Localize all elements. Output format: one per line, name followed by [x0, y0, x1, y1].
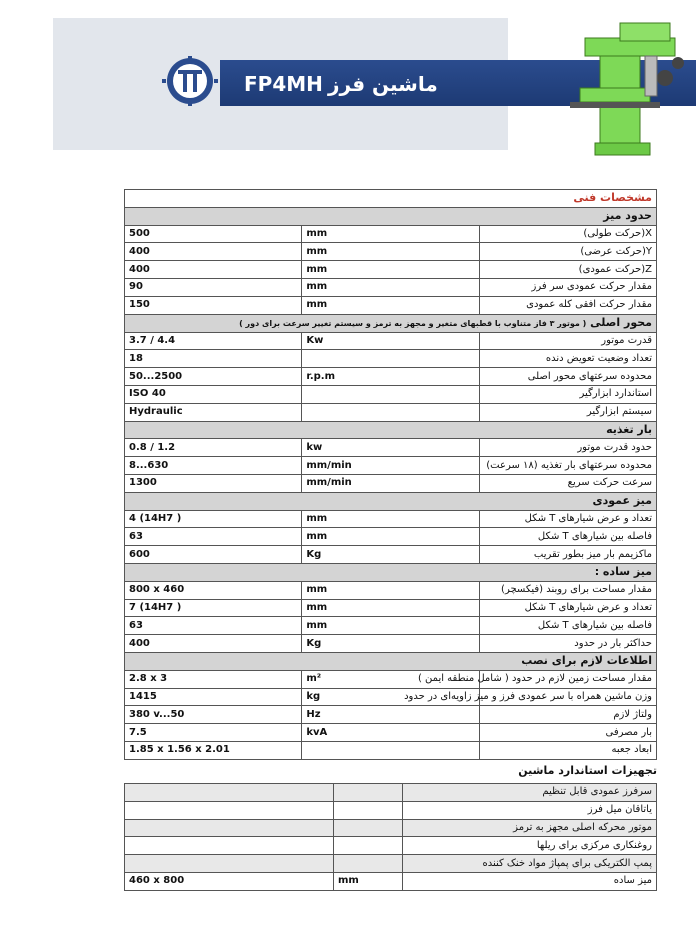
- spec-unit: mm: [302, 617, 479, 635]
- table-row: [125, 784, 657, 802]
- spec-label: سرعت حرکت سریع: [479, 474, 656, 492]
- spec-unit: mm: [302, 581, 479, 599]
- spec-unit: Kw: [302, 332, 479, 350]
- spec-unit: kw: [302, 439, 479, 457]
- equipment-value: [125, 837, 334, 855]
- spec-unit: mm: [302, 278, 479, 296]
- table-row: [125, 724, 657, 742]
- spec-label: Y(حرکت عرضی): [479, 243, 656, 261]
- equipment-label: میز ساده: [403, 872, 657, 890]
- spec-value: 7.5: [125, 724, 302, 742]
- spec-value: 18: [125, 350, 302, 368]
- table-row: [125, 688, 657, 706]
- spec-unit: mm: [302, 510, 479, 528]
- equipment-unit: [334, 837, 403, 855]
- table-row: [125, 225, 657, 243]
- section-title: میز عمودی: [592, 494, 652, 508]
- table-row: [125, 581, 657, 599]
- equipment-value: [125, 855, 334, 873]
- equipment-unit: [334, 801, 403, 819]
- section-header: [125, 207, 657, 225]
- spec-unit: mm: [302, 261, 479, 279]
- section-title-cell: [125, 421, 657, 439]
- equipment-label: موتور محرکه اصلی مجهز به ترمز: [403, 819, 657, 837]
- spec-unit: mm: [302, 599, 479, 617]
- section-title: حدود میز: [603, 209, 652, 223]
- spec-value: 2.8 x 3: [125, 670, 302, 688]
- spec-label: تعداد وضعیت تعویض دنده: [479, 350, 656, 368]
- spec-label: Z(حرکت عمودی): [479, 261, 656, 279]
- spec-value: 800 x 460: [125, 581, 302, 599]
- section-title-cell: [125, 207, 657, 225]
- table-row: [125, 670, 657, 688]
- table-row: [125, 403, 657, 421]
- spec-value: 4 (14H7 ): [125, 510, 302, 528]
- spec-value: 8...630: [125, 457, 302, 475]
- spec-value: 63: [125, 528, 302, 546]
- table-row: [125, 546, 657, 564]
- section-header: [125, 563, 657, 581]
- spec-label: فاصله بین شیارهای T شکل: [479, 617, 656, 635]
- spec-label: قدرت موتور: [479, 332, 656, 350]
- table-row: [125, 801, 657, 819]
- table-row: [125, 741, 657, 759]
- spec-label: ولتاژ لازم: [479, 706, 656, 724]
- spec-unit: Kg: [302, 546, 479, 564]
- spec-unit: mm: [302, 225, 479, 243]
- table-row: [125, 837, 657, 855]
- table-row: [125, 819, 657, 837]
- spec-label: X(حرکت طولی): [479, 225, 656, 243]
- table-row: [125, 278, 657, 296]
- equipment-unit: mm: [334, 872, 403, 890]
- table-row: [125, 243, 657, 261]
- spec-unit: kvA: [302, 724, 479, 742]
- section-title-cell: [125, 492, 657, 510]
- spec-label: بار مصرفی: [479, 724, 656, 742]
- spec-value: 90: [125, 278, 302, 296]
- spec-label: مقدار حرکت افقی کله عمودی: [479, 296, 656, 314]
- equipment-value: 460 x 800: [125, 872, 334, 890]
- table-row: [125, 385, 657, 403]
- section-title: محور اصلی: [590, 315, 652, 329]
- spec-value: 0.8 / 1.2: [125, 439, 302, 457]
- spec-value: 1415: [125, 688, 302, 706]
- milling-machine-image: [560, 18, 694, 158]
- spec-value: 400: [125, 261, 302, 279]
- equipment-unit: [334, 784, 403, 802]
- spec-unit: mm/min: [302, 457, 479, 475]
- table-row: [125, 296, 657, 314]
- model-title: FP4MH: [244, 72, 323, 96]
- spec-value: Hydraulic: [125, 403, 302, 421]
- equipment-value: [125, 819, 334, 837]
- spec-unit: r.p.m: [302, 368, 479, 386]
- spec-value: ISO 40: [125, 385, 302, 403]
- spec-value: 3.7 / 4.4: [125, 332, 302, 350]
- spec-unit: [302, 741, 479, 759]
- spec-value: 50...2500: [125, 368, 302, 386]
- spec-unit: [302, 403, 479, 421]
- spec-unit: mm/min: [302, 474, 479, 492]
- table-row: [125, 368, 657, 386]
- spec-value: 500: [125, 225, 302, 243]
- table-row: [125, 635, 657, 653]
- table-row: [125, 510, 657, 528]
- spec-label: محدوده سرعتهای محور اصلی: [479, 368, 656, 386]
- section-header: [125, 492, 657, 510]
- section-header: [125, 421, 657, 439]
- section-title: اطلاعات لازم برای نصب: [521, 654, 652, 668]
- spec-label: استاندارد ابزارگیر: [479, 385, 656, 403]
- spec-unit: kg: [302, 688, 479, 706]
- equipment-unit: [334, 855, 403, 873]
- equipment-unit: [334, 819, 403, 837]
- machine-title: ماشین فرز: [328, 72, 438, 96]
- spec-unit: m²: [302, 670, 479, 688]
- table-row: [125, 332, 657, 350]
- spec-value: 150: [125, 296, 302, 314]
- spec-label: محدوده سرعتهای بار تغذیه (۱۸ سرعت): [479, 457, 656, 475]
- equipment-label: پمپ الکتریکی برای پمپاژ مواد خنک کننده: [403, 855, 657, 873]
- table-row: [125, 599, 657, 617]
- spec-label: مقدار مساحت زمین لازم در حدود ( شامل منطقه ایمن ): [479, 670, 656, 688]
- spec-label: مقدار مساحت برای روبند (فیکسچر): [479, 581, 656, 599]
- table-row: [125, 350, 657, 368]
- spec-label: ماکزیمم بار میز بطور تقریب: [479, 546, 656, 564]
- spec-title: مشخصات فنی: [125, 190, 657, 208]
- spec-title-row: [125, 190, 657, 208]
- spec-label: فاصله بین شیارهای T شکل: [479, 528, 656, 546]
- equipment-label: روغنکاری مرکزی برای ریلها: [403, 837, 657, 855]
- table-row: [125, 457, 657, 475]
- spec-label: حداکثر بار در حدود: [479, 635, 656, 653]
- section-title-cell: [125, 652, 657, 670]
- spec-unit: Kg: [302, 635, 479, 653]
- table-row: [125, 872, 657, 890]
- equipment-title: تجهیزات استاندارد ماشین: [518, 764, 657, 777]
- table-row: [125, 439, 657, 457]
- spec-value: 1.85 x 1.56 x 2.01: [125, 741, 302, 759]
- equipment-value: [125, 784, 334, 802]
- spec-label: تعداد و عرض شیارهای T شکل: [479, 599, 656, 617]
- spec-label: وزن ماشین همراه با سر عمودی فرز و میز زاویه‌ای در حدود: [479, 688, 656, 706]
- spec-label: سیستم ابزارگیر: [479, 403, 656, 421]
- spec-label: مقدار حرکت عمودی سر فرز: [479, 278, 656, 296]
- standard-equipment-table: [124, 783, 657, 891]
- section-title: بار تغذیه: [606, 422, 652, 436]
- section-title: میز ساده :: [594, 565, 652, 579]
- equipment-value: [125, 801, 334, 819]
- spec-unit: Hz: [302, 706, 479, 724]
- table-row: [125, 617, 657, 635]
- spec-label: حدود قدرت موتور: [479, 439, 656, 457]
- section-title-cell: [125, 563, 657, 581]
- spec-label: ابعاد جعبه: [479, 741, 656, 759]
- spec-unit: [302, 385, 479, 403]
- spec-value: 1300: [125, 474, 302, 492]
- spec-unit: mm: [302, 528, 479, 546]
- company-logo: [162, 56, 218, 106]
- table-row: [125, 528, 657, 546]
- spec-value: 400: [125, 243, 302, 261]
- spec-value: 7 (14H7 ): [125, 599, 302, 617]
- table-row: [125, 706, 657, 724]
- spec-label: تعداد و عرض شیارهای T شکل: [479, 510, 656, 528]
- table-row: [125, 474, 657, 492]
- spec-value: 600: [125, 546, 302, 564]
- spec-unit: [302, 350, 479, 368]
- spec-unit: mm: [302, 243, 479, 261]
- table-row: [125, 261, 657, 279]
- spec-value: 63: [125, 617, 302, 635]
- section-title-cell: [125, 314, 657, 332]
- table-row: [125, 855, 657, 873]
- equipment-label: سرفرز عمودی قابل تنظیم: [403, 784, 657, 802]
- spec-value: 380 v...50: [125, 706, 302, 724]
- equipment-label: یاتاقان میل فرز: [403, 801, 657, 819]
- spec-unit: mm: [302, 296, 479, 314]
- spec-value: 400: [125, 635, 302, 653]
- section-note: ( موتور ۳ فاز متناوب با قطبهای متغیر و مجهز به ترمز و سیستم تغییر سرعت برای دور ): [239, 318, 587, 328]
- section-header: [125, 314, 657, 332]
- section-header: [125, 652, 657, 670]
- technical-spec-table: [124, 189, 657, 760]
